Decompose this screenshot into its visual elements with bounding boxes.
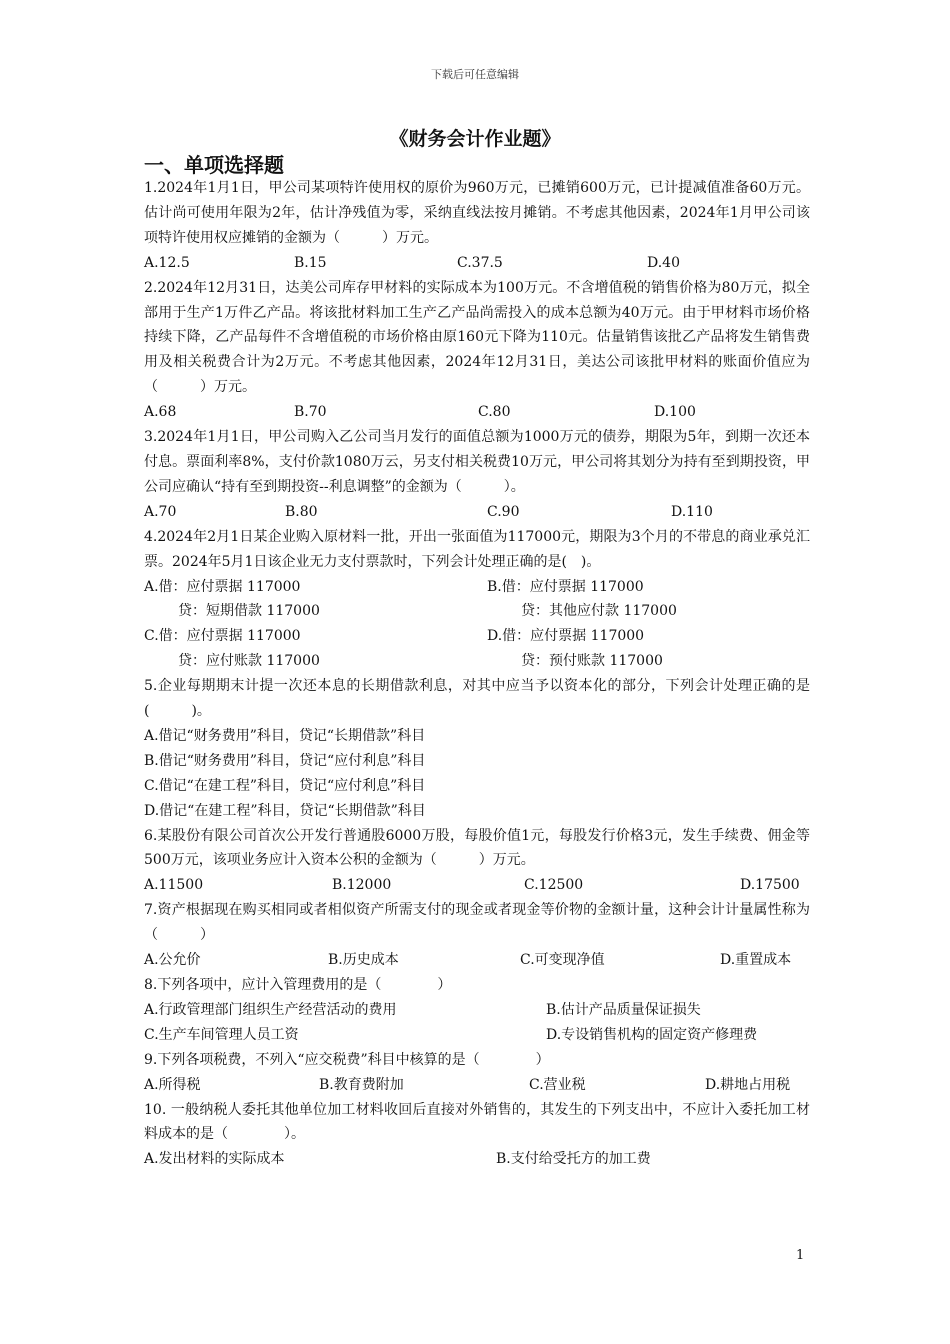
option-d: D.17500 (740, 877, 800, 894)
option-c: C.80 (478, 404, 511, 421)
question-1-options (144, 251, 810, 276)
question-4-options-row-4 (144, 649, 810, 674)
option-b: B.15 (294, 254, 327, 271)
question-3: 3.2024年1月1日，甲公司购入乙公司当月发行的面值总额为1000万元的债券，期限为5年，到期一次还本付息。票面利率8%，支付价款1080万云，另支付相关税费10万元，甲公司将其划分为持有至到期投资，甲公司应确认“持有至到期投资--利息调整”的金额为（ ）。 (144, 429, 810, 495)
option-b: B.教育费附加 (319, 1076, 404, 1093)
question-1: 1.2024年1月1日，甲公司某项特许使用权的原价为960万元，已摊销600万元，已计提减值准备60万元。估计尚可使用年限为2年，估计净残值为零，采纳直线法按月摊销。不考虑其他因素，2024年1月甲公司该项特许使用权应摊销的金额为（ ）万元。 (144, 180, 810, 246)
question-8-options-row-1 (144, 998, 810, 1023)
option-d: D.重置成本 (720, 952, 792, 969)
question-6-options (144, 873, 810, 898)
option-a: A.68 (144, 404, 177, 421)
option-b: B.支付给受托方的加工费 (496, 1151, 651, 1168)
question-9: 9.下列各项税费，不列入“应交税费”科目中核算的是（ ） (144, 1051, 550, 1068)
option-c-credit: 贷：应付账款 117000 (178, 653, 320, 670)
document-title: 《财务会计作业题》 (389, 128, 561, 150)
question-8: 8.下列各项中，应计入管理费用的是（ ） (144, 977, 452, 993)
option-b: B.12000 (332, 877, 392, 894)
option-c: C.12500 (524, 877, 584, 894)
option-a-debit: A.借：应付票据 117000 (144, 578, 301, 595)
question-4-options-row-1 (144, 575, 810, 600)
option-c: C.37.5 (457, 254, 503, 271)
question-2-options (144, 400, 810, 425)
question-7-options (144, 948, 810, 973)
option-b: B.借记“财务费用”科目，贷记“应付利息”科目 (144, 752, 426, 769)
option-b-credit: 贷：其他应付款 117000 (521, 603, 677, 620)
option-b: B.80 (285, 503, 318, 520)
option-d-debit: D.借：应付票据 117000 (487, 628, 645, 645)
page-number: 1 (796, 1248, 805, 1263)
option-a: A.发出材料的实际成本 (144, 1151, 285, 1168)
question-4: 4.2024年2月1日某企业购入原材料一批，开出一张面值为117000元，期限为3个月的不带息的商业承兑汇票。2024年5月1日该企业无力支付票款时，下列会计处理正确的是( )。 (144, 528, 810, 570)
option-d: D.耕地占用税 (705, 1076, 791, 1093)
option-d: D.借记“在建工程”科目，贷记“长期借款”科目 (144, 802, 426, 819)
question-9-options (144, 1073, 810, 1098)
question-10-options (144, 1147, 810, 1172)
option-a: A.70 (144, 503, 177, 520)
option-a: A.11500 (144, 877, 204, 894)
option-b: B.70 (294, 404, 327, 421)
option-b: B.历史成本 (328, 952, 399, 969)
option-c: C.可变现净值 (520, 952, 605, 969)
option-b-debit: B.借：应付票据 117000 (487, 578, 644, 595)
option-d: D.100 (654, 404, 696, 421)
option-c: C.借记“在建工程”科目，贷记“应付利息”科目 (144, 777, 426, 794)
question-10: 10. 一般纳税人委托其他单位加工材料收回后直接对外销售的，其发生的下列支出中，不应计入委托加工材料成本的是（ ）。 (144, 1101, 810, 1143)
option-d: D.40 (647, 254, 680, 271)
section-heading: 一、单项选择题 (144, 153, 284, 177)
option-a-credit: 贷：短期借款 117000 (178, 603, 320, 620)
option-b: B.估计产品质量保证损失 (546, 1001, 701, 1018)
question-8-options-row-2 (144, 1023, 810, 1048)
option-a: A.12.5 (144, 254, 190, 271)
option-c: C.90 (487, 503, 520, 520)
question-2: 2.2024年12月31日，达美公司库存甲材料的实际成本为100万元。不含增值税的销售价格为80万元，拟全部用于生产1万件乙产品。将该批材料加工生产乙产品尚需投入的成本总额为40万元。由于甲材料市场价格持续下降，乙产品每件不含增值税的市场价格由原160元下降为110元。估量销售该批乙产品将发生销售费用及相关税费合计为2万元。不考虑其他因素，2024年12月31日，美达公司该批甲材料的账面价值应为（ ）万元。 (144, 279, 810, 396)
option-d: D.专设销售机构的固定资产修理费 (546, 1026, 758, 1043)
option-d: D.110 (671, 503, 713, 520)
question-7: 7.资产根据现在购买相同或者相似资产所需支付的现金或者现金等价物的金额计量，这种会计计量属性称为（ ） (144, 902, 810, 944)
option-d-credit: 贷：预付账款 117000 (521, 653, 663, 670)
question-list (144, 176, 810, 1172)
option-c: C.生产车间管理人员工资 (144, 1026, 299, 1043)
option-a: A.借记“财务费用”科目，贷记“长期借款”科目 (144, 727, 426, 744)
option-a: A.行政管理部门组织生产经营活动的费用 (144, 1001, 397, 1018)
option-c-debit: C.借：应付票据 117000 (144, 628, 301, 645)
option-a: A.公允价 (144, 952, 201, 969)
page-header: 下载后可任意编辑 (431, 68, 519, 81)
question-3-options (144, 500, 810, 525)
question-6: 6.某股份有限公司首次公开发行普通股6000万股，每股价值1元，每股发行价格3元，发生手续费、佣金等500万元，该项业务应计入资本公积的金额为（ ）万元。 (144, 827, 810, 869)
question-5: 5.企业每期期末计提一次还本息的长期借款利息，对其中应当予以资本化的部分，下列会计处理正确的是( )。 (144, 678, 810, 720)
question-4-options-row-2 (144, 599, 810, 624)
option-c: C.营业税 (529, 1076, 586, 1093)
question-4-options-row-3 (144, 624, 810, 649)
option-a: A.所得税 (144, 1076, 201, 1093)
